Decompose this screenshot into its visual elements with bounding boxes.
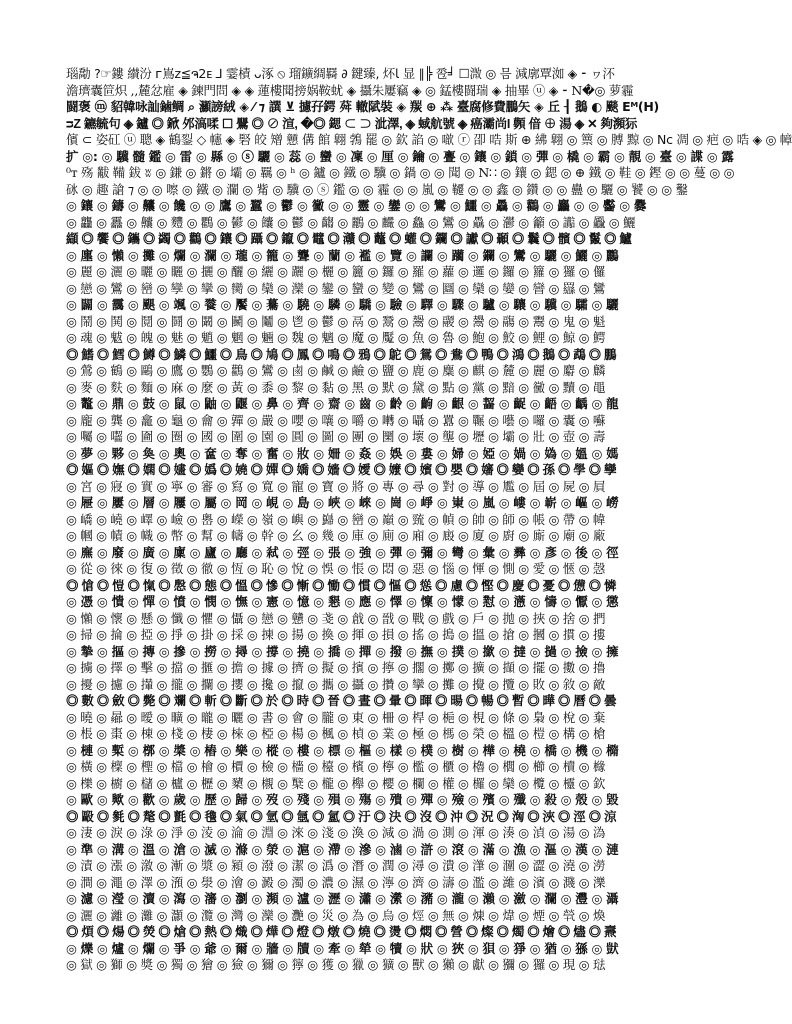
text-line: ◎ 櫟 ◎ 櫥 ◎ 櫧 ◎ 櫨 ◎ 櫪 ◎ 櫫 ◎ 櫬 ◎ 櫱 ◎ 櫳 ◎ 櫸 ◎ 櫻 ◎ 欄 ◎ 權 ◎ 欏 ◎ 欒 ◎ 欖 ◎ 欞 ◎ 欽 [66, 775, 606, 791]
text-line: ◎ 擾 ◎ 攄 ◎ 攆 ◎ 攏 ◎ 攔 ◎ 攖 ◎ 攙 ◎ 攛 ◎ 攜 ◎ 攝 ◎ 攢 ◎ 攣 ◎ 攤 ◎ 攪 ◎ 攬 ◎ 敗 ◎ 敘 ◎ 敵 [66, 676, 606, 692]
text-line: ◎ 摯 ◎ 摳 ◎ 摶 ◎ 摻 ◎ 撈 ◎ 撏 ◎ 撐 ◎ 撓 ◎ 撟 ◎ 撣 ◎ 撥 ◎ 撫 ◎ 撲 ◎ 撳 ◎ 撻 ◎ 撾 ◎ 撿 ◎ 擁 [66, 643, 619, 659]
text-line: ◎ 淒 ◎ 淚 ◎ 淥 ◎ 淨 ◎ 淩 ◎ 淪 ◎ 淵 ◎ 淶 ◎ 淺 ◎ 渙 ◎ 減 ◎ 渦 ◎ 測 ◎ 渾 ◎ 湊 ◎ 湞 ◎ 湯 ◎ 溈 [66, 825, 606, 840]
text-line: ◎ 憑 ◎ 憒 ◎ 憚 ◎ 憤 ◎ 憫 ◎ 憮 ◎ 憲 ◎ 憶 ◎ 懇 ◎ 應 ◎ 懌 ◎ 懍 ◎ 懞 ◎ 懟 ◎ 懣 ◎ 懤 ◎ 懨 ◎ 懲 [66, 594, 619, 609]
text-line: ◎ 擄 ◎ 擇 ◎ 擊 ◎ 擋 ◎ 擓 ◎ 擔 ◎ 據 ◎ 擠 ◎ 擬 ◎ 擯 ◎ 擰 ◎ 擱 ◎ 擲 ◎ 擴 ◎ 擷 ◎ 擺 ◎ 擻 ◎ 擼 [66, 660, 606, 675]
text-line: ◎ 廛 ◎ 懶 ◎ 攤 ◎ 爛 ◎ 瀾 ◎ 瓏 ◎ 籠 ◎ 聾 ◎ 蘭 ◎ 襤 ◎ 覽 ◎ 讕 ◎ 躪 ◎ 鑭 ◎ 鸞 ◎ 驪 ◎ 鱺 ◎ 鸝 [66, 247, 619, 263]
text-line: ◎ 宮 ◎ 寢 ◎ 實 ◎ 寧 ◎ 審 ◎ 寫 ◎ 寬 ◎ 寵 ◎ 寶 ◎ 將 ◎ 專 ◎ 尋 ◎ 對 ◎ 導 ◎ 尷 ◎ 屆 ◎ 屍 ◎ 屓 [66, 478, 606, 494]
text-line: ◎ 準 ◎ 溝 ◎ 溫 ◎ 滄 ◎ 滅 ◎ 滌 ◎ 滎 ◎ 滬 ◎ 滯 ◎ 滲 ◎ 滷 ◎ 滸 ◎ 滾 ◎ 滿 ◎ 漁 ◎ 漚 ◎ 漢 ◎ 漣 [66, 841, 619, 857]
text-line: ⁰ᴛ 殇 黻 鞴 鈸 ʬ ◎ 鎌 ◎ 鏘 ◎ 壩 ◎ 羈 ◎ ʰ ◎ 鑪 ◎ 鐵 ◎ 驥 ◎ 鍋 ◎ ◎ 聞 ◎ N∷ ◎ 鑲 ◎ 鍶 ◎ ⊕ 鐵 ◎ 鞋 ◎ 鏗 ◎ ◎ 蔓 ◎ ◎ [66, 165, 735, 180]
text-line: 扩 ◎: ◎ 驥 髓 鑑 ◎ 雷 ◎ 縣 ◎ ⓢ 驪 ◎ 蕊 ◎ 蠻 ◎ 凜 ◎ 厘 ◎ 鑰 ◎ 亹 ◎ 鑲 ◎ 鎖 ◎ 彈 ◎ 橇 ◎ 霸 ◎ 靚 ◎ 臺 ◎ 諜 ◎ 露 [66, 148, 734, 164]
text-line: ◎ 屜 ◎ 屢 ◎ 層 ◎ 屨 ◎ 屬 ◎ 岡 ◎ 峴 ◎ 島 ◎ 峽 ◎ 崍 ◎ 崗 ◎ 崢 ◎ 崬 ◎ 嵐 ◎ 嶁 ◎ 嶄 ◎ 嶇 ◎ 嶗 [66, 495, 619, 510]
text-line: ◎ 麥 ◎ 麩 ◎ 麵 ◎ 麻 ◎ 麼 ◎ 黃 ◎ 黍 ◎ 黎 ◎ 黏 ◎ 黑 ◎ 默 ◎ 黛 ◎ 點 ◎ 黨 ◎ 黯 ◎ 黴 ◎ 黷 ◎ 黽 [66, 379, 606, 395]
text-line: 纈 ◎ 饗 ◎ 鑴 ◎ 蠲 ◎ 鸛 ◎ 鑲 ◎ 躡 ◎ 鑹 ◎ 鼊 ◎ 灨 ◎ 虌 ◎ 蠸 ◎ 鑭 ◎ 讞 ◎ 顳 ◎ 鬤 ◎ 髕 ◎ 鬣 ◎ 鱸 [66, 232, 632, 246]
text-line: ◎ 漬 ◎ 漲 ◎ 漵 ◎ 漸 ◎ 漿 ◎ 潁 ◎ 潑 ◎ 潔 ◎ 潙 ◎ 潛 ◎ 潤 ◎ 潯 ◎ 潰 ◎ 潷 ◎ 潿 ◎ 澀 ◎ 澆 ◎ 澇 [66, 858, 606, 873]
text-line: ◎ 橫 ◎ 檁 ◎ 檉 ◎ 檔 ◎ 檜 ◎ 檟 ◎ 檢 ◎ 檣 ◎ 檯 ◎ 檳 ◎ 檸 ◎ 檻 ◎ 櫃 ◎ 櫓 ◎ 櫚 ◎ 櫛 ◎ 櫝 ◎ 櫞 [66, 759, 606, 774]
text-line: ◎ 灑 ◎ 灕 ◎ 灘 ◎ 灝 ◎ 灠 ◎ 灣 ◎ 灤 ◎ 灧 ◎ 災 ◎ 為 ◎ 烏 ◎ 烴 ◎ 無 ◎ 煉 ◎ 煒 ◎ 煙 ◎ 煢 ◎ 煥 [66, 907, 606, 923]
text-line: ◎ 毆 ◎ 毿 ◎ 氂 ◎ 氈 ◎ 氌 ◎ 氣 ◎ 氫 ◎ 氬 ◎ 氳 ◎ 汙 ◎ 決 ◎ 沒 ◎ 沖 ◎ 況 ◎ 洶 ◎ 浹 ◎ 涇 ◎ 涼 [66, 809, 617, 824]
text-line: ᴝZ 鑣毓句 ◈ 鑪 ◎ 鍁 邜滈㖻 ☐ 鷪 ◎ ⊘ 渲, �◎ 鍶 ⊂ ⊃ 泚澤, ◈ 蜮航號 ◈ 癌灞尚I 顭 偣 ⊕ 湯 ◈ ✕ 夠瀕狋 [66, 116, 638, 131]
text-line: ◎ 爍 ◎ 爐 ◎ 爛 ◎ 爭 ◎ 爺 ◎ 爾 ◎ 牆 ◎ 牘 ◎ 牽 ◎ 犖 ◎ 犢 ◎ 狀 ◎ 狹 ◎ 狽 ◎ 猙 ◎ 猶 ◎ 猻 ◎ 獃 [66, 940, 619, 956]
text-line: ◎ 嶠 ◎ 嶢 ◎ 嶧 ◎ 嶮 ◎ 嶴 ◎ 嶸 ◎ 嶺 ◎ 嶼 ◎ 巋 ◎ 巒 ◎ 巔 ◎ 巰 ◎ 幀 ◎ 帥 ◎ 師 ◎ 帳 ◎ 帶 ◎ 幃 [66, 511, 606, 527]
text-line: ◎ 闢 ◎ 靄 ◎ 颶 ◎ 颯 ◎ 餮 ◎ 饜 ◎ 驀 ◎ 驍 ◎ 驎 ◎ 驕 ◎ 驗 ◎ 驛 ◎ 驟 ◎ 驢 ◎ 驤 ◎ 驥 ◎ 驦 ◎ 驪 [66, 297, 619, 312]
text-line: ◎ 愴 ◎ 愷 ◎ 愾 ◎ 慇 ◎ 態 ◎ 慍 ◎ 慘 ◎ 慚 ◎ 慟 ◎ 慣 ◎ 慪 ◎ 慫 ◎ 慮 ◎ 慳 ◎ 慶 ◎ 憂 ◎ 憊 ◎ 憐 [66, 578, 617, 593]
text-line: 儐 ⊂ 姿矼 ⓤ 聰 ◈ 鶴銐 ◇ 幰 ◈ 硻 皎 矰 戅 傋 館 翺 鵓 罷 ◎ 欽 諂 ◎ 噷 ⓡ 卲 哠 斯 ⊕ 紼 翺 ◎ 篻 ◎ 膊 黥 ◎ Nᴄ 凋 ◎ 疤 ◎ 哠 ◈ ◎ 幛 [66, 132, 792, 147]
text-line: 澹璾囊笸炽 ,,麓忿雇 ◈ 鍊門問 ◈ ◈ 蓮樓聞搒娲鞍蚘 ◈ 攝朱屢竊 ◈ ◎ 錳樓闘瑞 ◈ 抽畢 ⓤ ◈ ⁃ N�◎ 萝霾 [66, 82, 634, 98]
glyph-text-block [66, 66, 792, 972]
text-line: ◎ 數 ◎ 斂 ◎ 斃 ◎ 斕 ◎ 斬 ◎ 斷 ◎ 於 ◎ 時 ◎ 晉 ◎ 晝 ◎ 暈 ◎ 暉 ◎ 暘 ◎ 暢 ◎ 暫 ◎ 曄 ◎ 曆 ◎ 曇 [66, 694, 617, 708]
text-line: ◎ 煩 ◎ 煬 ◎ 熒 ◎ 熗 ◎ 熱 ◎ 熾 ◎ 燁 ◎ 燈 ◎ 燉 ◎ 燒 ◎ 燙 ◎ 燜 ◎ 營 ◎ 燦 ◎ 燭 ◎ 燴 ◎ 燼 ◎ 燾 [66, 925, 617, 939]
text-line: ◎ 歐 ◎ 歟 ◎ 歡 ◎ 歲 ◎ 歷 ◎ 歸 ◎ 歿 ◎ 殘 ◎ 殞 ◎ 殤 ◎ 殨 ◎ 殫 ◎ 殮 ◎ 殯 ◎ 殲 ◎ 殺 ◎ 殼 ◎ 毀 [66, 792, 619, 807]
text-line: ◎ 懶 ◎ 懷 ◎ 懸 ◎ 懺 ◎ 懼 ◎ 懾 ◎ 戀 ◎ 戇 ◎ 戔 ◎ 戧 ◎ 戩 ◎ 戰 ◎ 戲 ◎ 戶 ◎ 拋 ◎ 挾 ◎ 捨 ◎ 捫 [66, 610, 606, 626]
text-line: ◎ 槤 ◎ 槧 ◎ 槨 ◎ 槳 ◎ 樁 ◎ 樂 ◎ 樅 ◎ 樓 ◎ 標 ◎ 樞 ◎ 樣 ◎ 樸 ◎ 樹 ◎ 樺 ◎ 橈 ◎ 橋 ◎ 機 ◎ 橢 [66, 742, 619, 758]
text-line: 砯 ◎ 趣 謒 ⁊ ◎ ◎ 嚓 ◎ 鐵 ◎ 瀾 ◎ 觜 ◎ 驥 ◎ ⓢ 鑑 ◎ ◎ 霾 ◎ ◎ 嵐 ◎ 韆 ◎ ◎ 鑫 ◎ 鑽 ◎ ◎ 蠱 ◎ 驪 ◎ 饕 ◎ ◎ 鑿 [66, 181, 688, 197]
text-line: ◎ 廡 ◎ 廢 ◎ 廣 ◎ 廩 ◎ 廬 ◎ 廳 ◎ 弒 ◎ 弳 ◎ 張 ◎ 強 ◎ 彈 ◎ 彌 ◎ 彎 ◎ 彙 ◎ 彞 ◎ 彥 ◎ 後 ◎ 徑 [66, 544, 619, 560]
text-line: ◎ 麗 ◎ 灑 ◎ 曬 ◎ 矖 ◎ 攦 ◎ 釃 ◎ 纚 ◎ 躧 ◎ 欐 ◎ 籭 ◎ 鑼 ◎ 羅 ◎ 蘿 ◎ 邏 ◎ 鑼 ◎ 籮 ◎ 玀 ◎ 儸 [66, 264, 606, 279]
text-line: 瑙勪 ?☞鏤 纉汾 ᴦ嶌ᴢ≦ຈ2ᴇ ⅃ 霎樍 ᴗ涿 ⦸ 瑠鑛綢羇 ∂ 鍵臻, 炋ﺎ 显 ∥╠ 卺╛ ☐溦 ◎ 믐 減廓覃洳 ◈ ⁃ ヮ㳅 [66, 66, 615, 81]
text-line: ◎ 囑 ◎ 囓 ◎ 圇 ◎ 圈 ◎ 國 ◎ 圍 ◎ 園 ◎ 圓 ◎ 圖 ◎ 團 ◎ 圞 ◎ 壞 ◎ 壟 ◎ 壢 ◎ 壩 ◎ 壯 ◎ 壺 ◎ 壽 [66, 429, 606, 444]
text-line: ◎ 夢 ◎ 夥 ◎ 奐 ◎ 奧 ◎ 奩 ◎ 奪 ◎ 奮 ◎ 妝 ◎ 姍 ◎ 姦 ◎ 娛 ◎ 婁 ◎ 婦 ◎ 婭 ◎ 媧 ◎ 媯 ◎ 媼 ◎ 媽 [66, 445, 619, 461]
text-line: ◎ 鶯 ◎ 鶴 ◎ 鷗 ◎ 鷹 ◎ 鸚 ◎ 鸛 ◎ 鸞 ◎ 鹵 ◎ 鹹 ◎ 鹼 ◎ 鹽 ◎ 鹿 ◎ 麋 ◎ 麒 ◎ 麓 ◎ 麗 ◎ 麝 ◎ 麟 [66, 363, 606, 378]
text-line: ◎ 幗 ◎ 幘 ◎ 幟 ◎ 幣 ◎ 幫 ◎ 幬 ◎ 幹 ◎ 幺 ◎ 幾 ◎ 庫 ◎ 廁 ◎ 廂 ◎ 廄 ◎ 廈 ◎ 廚 ◎ 廝 ◎ 廟 ◎ 廠 [66, 528, 606, 543]
text-line: ◎ 龐 ◎ 龔 ◎ 龕 ◎ 龜 ◎ 龠 ◎ 嚲 ◎ 嚴 ◎ 嚶 ◎ 嚷 ◎ 嚼 ◎ 囀 ◎ 囁 ◎ 囂 ◎ 囅 ◎ 囈 ◎ 囉 ◎ 囊 ◎ 囌 [66, 412, 606, 428]
text-line: ◎ 澗 ◎ 澠 ◎ 澤 ◎ 澦 ◎ 澩 ◎ 澮 ◎ 澱 ◎ 濁 ◎ 濃 ◎ 濕 ◎ 濘 ◎ 濟 ◎ 濤 ◎ 濫 ◎ 濰 ◎ 濱 ◎ 濺 ◎ 濼 [66, 874, 606, 890]
text-line: ◎ 濾 ◎ 瀅 ◎ 瀆 ◎ 瀉 ◎ 瀋 ◎ 瀏 ◎ 瀕 ◎ 瀘 ◎ 瀝 ◎ 瀟 ◎ 瀠 ◎ 瀦 ◎ 瀧 ◎ 瀨 ◎ 瀲 ◎ 瀾 ◎ 灃 ◎ 灄 [66, 891, 619, 906]
text-line: ◎ 魂 ◎ 魃 ◎ 魄 ◎ 魅 ◎ 魈 ◎ 魍 ◎ 魎 ◎ 魏 ◎ 魑 ◎ 魔 ◎ 魘 ◎ 魚 ◎ 魯 ◎ 鮑 ◎ 鮫 ◎ 鯉 ◎ 鯨 ◎ 鰐 [66, 330, 606, 345]
text-line: ◎ 曉 ◎ 曏 ◎ 曖 ◎ 曠 ◎ 曨 ◎ 曬 ◎ 書 ◎ 會 ◎ 朧 ◎ 東 ◎ 柵 ◎ 桿 ◎ 梔 ◎ 梘 ◎ 條 ◎ 梟 ◎ 梲 ◎ 棄 [66, 709, 606, 725]
text-line: ◎ 龘 ◎ 靐 ◎ 齉 ◎ 麷 ◎ 鸜 ◎ 鬰 ◎ 饢 ◎ 鬱 ◎ 齺 ◎ 鸝 ◎ 麣 ◎ 鱻 ◎ 鸞 ◎ 驫 ◎ 灪 ◎ 籲 ◎ 讟 ◎ 飍 ◎ 鱺 [66, 214, 636, 230]
text-line: ◎ 從 ◎ 徠 ◎ 復 ◎ 徵 ◎ 徹 ◎ 恆 ◎ 恥 ◎ 悅 ◎ 悞 ◎ 悵 ◎ 悶 ◎ 惡 ◎ 惱 ◎ 惲 ◎ 惻 ◎ 愛 ◎ 愜 ◎ 愨 [66, 561, 606, 576]
text-line: ◎ 鰭 ◎ 鱈 ◎ 鱒 ◎ 鱗 ◎ 鱷 ◎ 鳥 ◎ 鳩 ◎ 鳳 ◎ 鳴 ◎ 鴉 ◎ 鴕 ◎ 鴛 ◎ 鴦 ◎ 鴨 ◎ 鴻 ◎ 鵝 ◎ 鵡 ◎ 鵬 [66, 347, 617, 362]
text-line: ◎ 嫗 ◎ 嫵 ◎ 嫻 ◎ 嫿 ◎ 嬀 ◎ 嬈 ◎ 嬋 ◎ 嬌 ◎ 嬙 ◎ 嬡 ◎ 嬤 ◎ 嬪 ◎ 嬰 ◎ 嬸 ◎ 孌 ◎ 孫 ◎ 學 ◎ 孿 [66, 463, 617, 477]
text-line: ◎ 棖 ◎ 棗 ◎ 棟 ◎ 棧 ◎ 棲 ◎ 棶 ◎ 椏 ◎ 楊 ◎ 楓 ◎ 楨 ◎ 業 ◎ 極 ◎ 榪 ◎ 榮 ◎ 榲 ◎ 榿 ◎ 構 ◎ 槍 [66, 726, 606, 741]
text-line: ◎ 掃 ◎ 掄 ◎ 掗 ◎ 掙 ◎ 掛 ◎ 採 ◎ 揀 ◎ 揚 ◎ 換 ◎ 揮 ◎ 損 ◎ 搖 ◎ 搗 ◎ 搵 ◎ 搶 ◎ 摑 ◎ 摜 ◎ 摟 [66, 627, 606, 642]
text-line: ◎ 鼇 ◎ 鼎 ◎ 鼓 ◎ 鼠 ◎ 鼬 ◎ 鼴 ◎ 鼻 ◎ 齊 ◎ 齋 ◎ 齒 ◎ 齡 ◎ 齣 ◎ 齦 ◎ 齧 ◎ 齪 ◎ 齬 ◎ 齲 ◎ 龍 [66, 396, 619, 411]
text-line: ◎ 鑲 ◎ 鑄 ◎ 齉 ◎ 饞 ◎ ◎ 鷹 ◎ 蠶 ◎ 鬱 ◎ 黴 ◎ ◎ 靈 ◎ 鑾 ◎ ◎ 鸞 ◎ 鱷 ◎ 驫 ◎ 鸛 ◎ 麤 ◎ ◎ 齾 ◎ 爨 [66, 198, 647, 213]
text-line: ◎ 戀 ◎ 鸞 ◎ 巒 ◎ 孿 ◎ 攣 ◎ 臠 ◎ 欒 ◎ 灤 ◎ 鑾 ◎ 蠻 ◎ 變 ◎ 鸞 ◎ 圝 ◎ 欒 ◎ 孌 ◎ 曫 ◎ 羉 ◎ 鸞 [66, 280, 606, 296]
text-line: 闘褒 ⓜ 貂韓咏訕鏀鲷 ⌕ 灦謗絨 ◈ ⁄ ⁊ 譔 ⊻ 攄孖鍔 荈 轍陚裝 ◈ 羰 ⊕ ⁂ 臺腐修費鵬矢 ◈ 丘 ┨ 鵝 ◐ 颷 Eᴹ(H) [66, 99, 659, 114]
text-line: ◎ 獄 ◎ 獅 ◎ 獎 ◎ 獨 ◎ 獪 ◎ 獫 ◎ 獮 ◎ 獰 ◎ 獲 ◎ 獵 ◎ 獷 ◎ 獸 ◎ 獺 ◎ 獻 ◎ 獼 ◎ 玀 ◎ 現 ◎ 琺 [66, 957, 606, 972]
text-line: ◎ 鬧 ◎ 鬨 ◎ 鬩 ◎ 鬪 ◎ 鬫 ◎ 鬭 ◎ 鬮 ◎ 鬯 ◎ 鬱 ◎ 鬲 ◎ 鬵 ◎ 鬶 ◎ 鬷 ◎ 鬹 ◎ 鬺 ◎ 鬻 ◎ 鬼 ◎ 魁 [66, 313, 606, 329]
